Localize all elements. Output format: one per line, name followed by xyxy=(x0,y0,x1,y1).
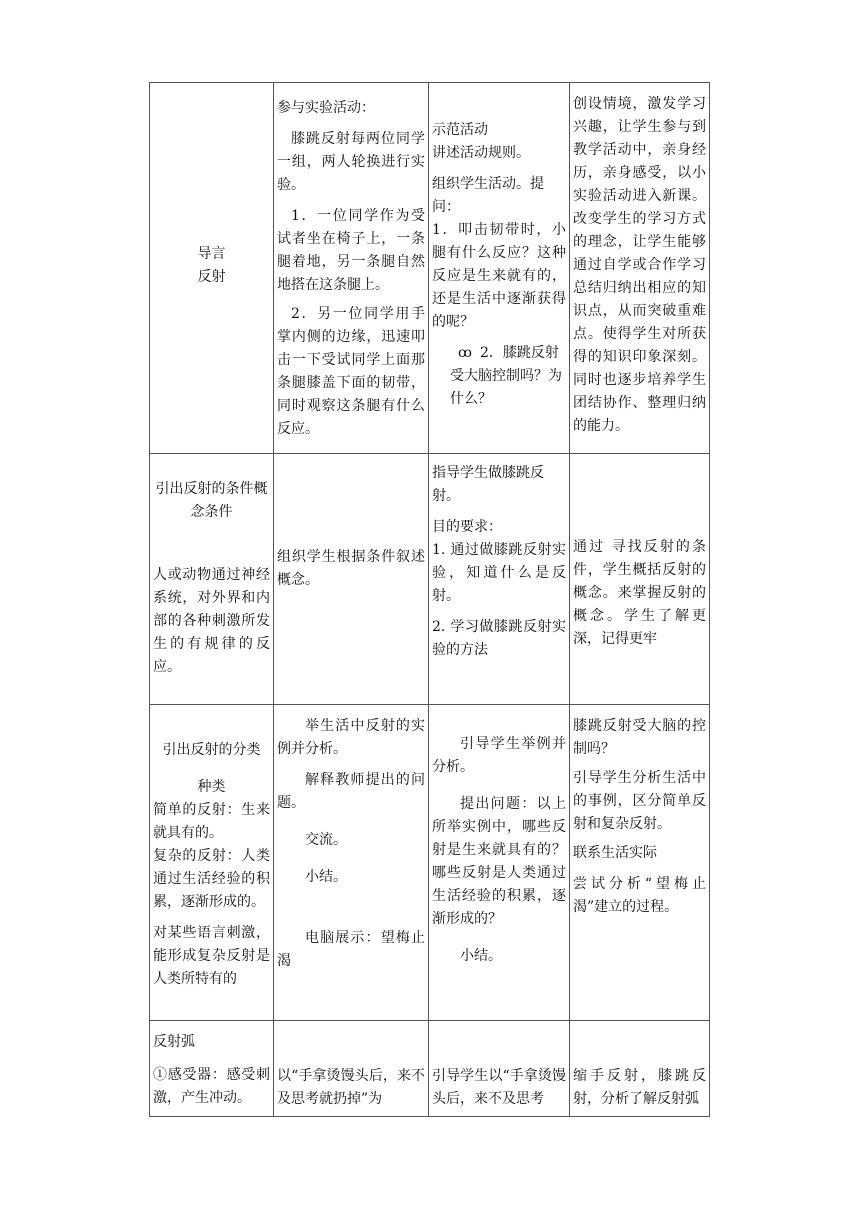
student-activity-cell xyxy=(274,1021,429,1117)
cell-text: 参与实验活动： xyxy=(277,100,375,116)
teacher-activity-cell xyxy=(429,705,570,1021)
cell-text: 2．另一位同学用手掌内侧的边缘，迅速叩击一下受试同学上面那条腿膝盖下面的韧带，同时观察这条腿有什么反应。 xyxy=(277,306,425,437)
section-title: 引出反射的分类 xyxy=(162,742,261,758)
cell-text: 2. 学习做膝跳反射实验的方法 xyxy=(432,619,566,658)
cell-text: 膝跳反射每两位同学一组，两人轮换进行实验。 xyxy=(277,131,425,193)
cell-text: 2．膝跳反射受大脑控制吗？为什么？ xyxy=(450,345,562,407)
cell-text: 创设情境，激发学习兴趣，让学生参与到教学活动中，亲身经历，亲身感受，以小实验活动进入新课。改变学生的学习方式的理念，让学生能够通过自学或合作学习总结归纳出相应的知识点，从而突破重难点。使得学生对所获得的知识印象深刻。同时也逐步培养学生团结协作、整理归纳的能力。 xyxy=(573,96,706,434)
section-title: 引出反射的条件概念条件 xyxy=(155,481,268,520)
cell-text: 引导学生以“手拿烫馒头后，来不及思考 xyxy=(432,1068,566,1107)
section-cell xyxy=(150,454,274,705)
cell-text: 指导学生做膝跳反射。 xyxy=(432,465,544,504)
teacher-activity-cell xyxy=(429,454,570,705)
cell-text: 1．叩击韧带时，小腿有什么反应？这种反应是生来就有的，还是生活中逐渐获得的呢？ xyxy=(432,222,566,330)
student-activity-cell xyxy=(274,83,429,454)
student-activity-cell xyxy=(274,705,429,1021)
teacher-activity-cell xyxy=(429,83,570,454)
table-row xyxy=(150,1021,710,1117)
table-row xyxy=(150,705,710,1021)
cell-text: 目的要求： xyxy=(432,519,502,535)
cell-text: 以“手拿烫馒头后，来不及思考就扔掉”为 xyxy=(277,1068,425,1107)
cell-text: 对某些语言刺激，能形成复杂反射是人类所特有的 xyxy=(153,925,270,987)
cell-text: 示范活动 xyxy=(432,122,488,138)
cell-text: 联系生活实际 xyxy=(573,845,657,861)
cell-text: 小结。 xyxy=(460,948,502,964)
section-cell xyxy=(150,1021,274,1117)
cell-text: 缩手反射，膝跳反射，分析了解反射弧 xyxy=(573,1068,706,1107)
cell-text: ①感受器：感受刺激，产生冲动。 xyxy=(153,1067,270,1106)
cell-text: 引导学生分析生活中的事例，区分简单反射和复杂反射。 xyxy=(573,770,706,832)
cell-text: 讲述活动规则。 xyxy=(432,145,530,161)
design-intent-cell xyxy=(570,1021,710,1117)
section-subtitle: 种类 xyxy=(197,779,226,795)
design-intent-cell xyxy=(570,454,710,705)
cell-text: 提出问题：以上所举实例中，哪些反射是生来就具有的？哪些反射是人类通过生活经验的积累，逐渐形成的？ xyxy=(432,796,566,927)
teacher-activity-cell xyxy=(429,1021,570,1117)
section-cell xyxy=(150,83,274,454)
section-title: 反射 xyxy=(197,269,226,285)
cell-text: 引导学生举例并分析。 xyxy=(432,736,566,775)
cell-text: 膝跳反射受大脑的控制吗？ xyxy=(573,718,706,757)
student-activity-cell xyxy=(274,454,429,705)
cell-text: 解释教师提出的问题。 xyxy=(277,772,425,811)
cell-text: 小结。 xyxy=(305,869,347,885)
cell-text: 电脑展示：望梅止渴 xyxy=(277,930,425,969)
cell-text: 组织学生活动。提问： xyxy=(432,176,544,215)
cell-text: 组织学生根据条件叙述概念。 xyxy=(277,549,425,588)
cell-text: 简单的反射：生来就具有的。 xyxy=(153,802,270,841)
cell-text: 交流。 xyxy=(305,832,347,848)
section-cell xyxy=(150,705,274,1021)
section-title: 反射弧 xyxy=(153,1034,195,1050)
cell-text: 举生活中反射的实例并分析。 xyxy=(277,718,425,757)
table-row xyxy=(150,454,710,705)
cell-text: 1. 通过做膝跳反射实验，知道什么是反射。 xyxy=(432,542,566,604)
lesson-plan-table xyxy=(149,82,710,1117)
design-intent-cell xyxy=(570,83,710,454)
cell-text: 复杂的反射：人类通过生活经验的积累，逐渐形成的。 xyxy=(153,848,270,910)
design-intent-cell xyxy=(570,705,710,1021)
table-row xyxy=(150,83,710,454)
section-title: 导言 xyxy=(197,246,226,262)
cell-text: 人或动物通过神经系统，对外界和内部的各种刺激所发生的有规律的反应。 xyxy=(153,567,270,675)
bullet-symbol: ꝏ xyxy=(458,345,472,361)
cell-text: 1．一位同学作为受试者坐在椅子上，一条腿着地，另一条腿自然地搭在这条腿上。 xyxy=(277,208,425,293)
cell-text: 通过 寻找反射的条件，学生概括反射的概念。来掌握反射的概念。学生了解更深，记得更牢 xyxy=(573,539,706,647)
cell-text: 尝试分析“望梅止渴”建立的过程。 xyxy=(573,876,706,915)
